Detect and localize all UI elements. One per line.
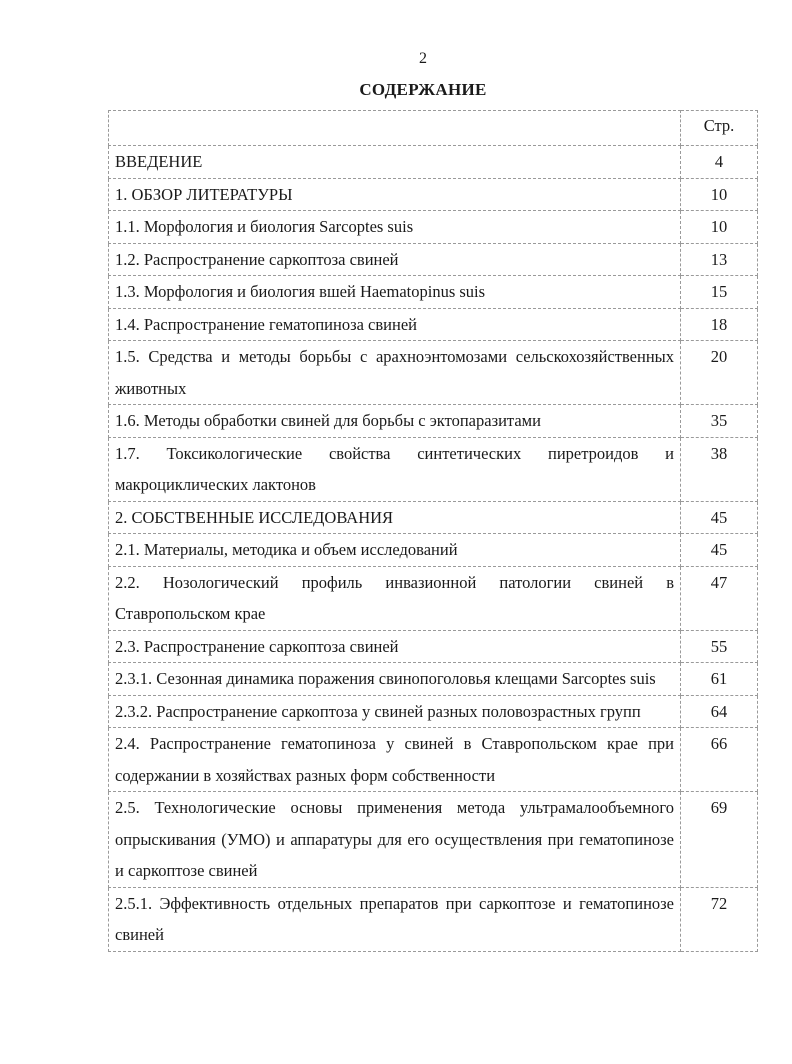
toc-entry-page: 38 [681,437,758,501]
toc-entry-page: 45 [681,534,758,567]
toc-row [109,341,758,405]
toc-entry-page: 64 [681,695,758,728]
toc-entry-title: 1. ОБЗОР ЛИТЕРАТУРЫ [109,178,681,211]
toc-entry-page: 10 [681,211,758,244]
toc-header-row [109,111,758,146]
toc-entry-title: 2.5. Технологические основы применения метода ультрамалообъемного опрыскивания (УМО) и аппаратуры для его осуществления при гематопинозе и саркоптозе свиней [109,792,681,888]
toc-entry-title: 2.3.2. Распространение саркоптоза у свиней разных половозрастных групп [109,695,681,728]
toc-row [109,178,758,211]
toc-row [109,630,758,663]
toc-entry-page: 10 [681,178,758,211]
toc-entry-page: 47 [681,566,758,630]
toc-entry-page: 69 [681,792,758,888]
toc-entry-title: 2.4. Распространение гематопиноза у свиней в Ставропольском крае при содержании в хозяйствах разных форм собственности [109,728,681,792]
toc-row [109,405,758,438]
toc-entry-title: 2.3.1. Сезонная динамика поражения свинопоголовья клещами Sarcoptes suis [109,663,681,696]
toc-entry-title: 1.7. Токсикологические свойства синтетических пиретроидов и макроциклических лактонов [109,437,681,501]
table-of-contents [108,110,758,952]
toc-row [109,695,758,728]
toc-entry-page: 72 [681,887,758,951]
toc-row [109,728,758,792]
toc-entry-page: 20 [681,341,758,405]
toc-entry-page: 55 [681,630,758,663]
toc-entry-title: ВВЕДЕНИЕ [109,146,681,179]
toc-entry-page: 13 [681,243,758,276]
toc-row [109,792,758,888]
toc-entry-page: 35 [681,405,758,438]
toc-row [109,276,758,309]
page-number: 2 [419,50,427,67]
toc-entry-page: 66 [681,728,758,792]
toc-entry-title: 1.4. Распространение гематопиноза свиней [109,308,681,341]
toc-row [109,308,758,341]
toc-entry-title: 1.2. Распространение саркоптоза свиней [109,243,681,276]
toc-row [109,243,758,276]
toc-entry-title: 2.3. Распространение саркоптоза свиней [109,630,681,663]
toc-entry-page: 4 [681,146,758,179]
toc-entry-title: 2.2. Нозологический профиль инвазионной патологии свиней в Ставропольском крае [109,566,681,630]
toc-row [109,211,758,244]
toc-row [109,663,758,696]
toc-row [109,887,758,951]
toc-entry-page: 61 [681,663,758,696]
toc-entry-title: 1.6. Методы обработки свиней для борьбы с эктопаразитами [109,405,681,438]
toc-entry-title: 1.3. Морфология и биология вшей Haematopinus suis [109,276,681,309]
toc-entry-page: 18 [681,308,758,341]
toc-row [109,534,758,567]
page-column-header: Стр. [681,111,758,146]
toc-entry-title: 2. СОБСТВЕННЫЕ ИССЛЕДОВАНИЯ [109,501,681,534]
toc-entry-title: 1.5. Средства и методы борьбы с арахноэнтомозами сельскохозяйственных животных [109,341,681,405]
toc-row [109,501,758,534]
toc-entry-title: 2.1. Материалы, методика и объем исследований [109,534,681,567]
toc-row [109,566,758,630]
toc-entry-page: 45 [681,501,758,534]
toc-entry-page: 15 [681,276,758,309]
toc-row [109,437,758,501]
page-title: СОДЕРЖАНИЕ [359,80,487,99]
toc-entry-title: 1.1. Морфология и биология Sarcoptes suis [109,211,681,244]
toc-row [109,146,758,179]
toc-entry-title: 2.5.1. Эффективность отдельных препаратов при саркоптозе и гематопинозе свиней [109,887,681,951]
toc-header-blank [109,111,681,146]
